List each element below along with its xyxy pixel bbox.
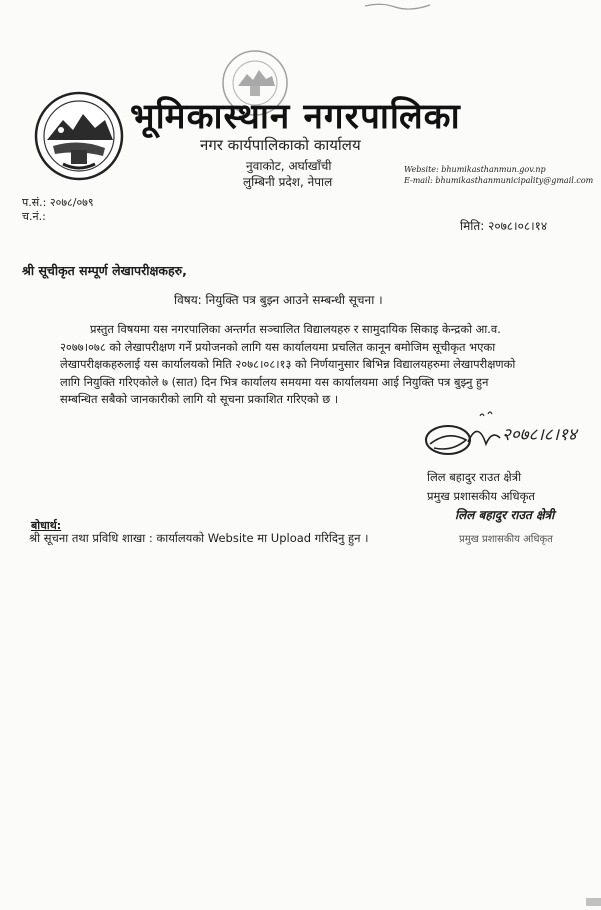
address-line-1: नुवाकोट, अर्घाखाँची — [246, 159, 332, 173]
dispatch-number: च.नं.: — [22, 210, 46, 223]
email-text: E-mail: bhumikasthanmunicipality@gmail.com — [404, 176, 594, 185]
cc-label: बोधार्थ: — [31, 519, 62, 532]
letter-date: मिति: २०७८।०८।१४ — [460, 219, 548, 233]
addressee: श्री सूचीकृत सम्पूर्ण लेखापरीक्षकहरु, — [22, 263, 187, 278]
signatory-designation: प्रमुख प्रशासकीय अधिकृत — [427, 489, 535, 503]
municipality-title: भूमिकास्थान नगरपालिका — [130, 97, 461, 137]
stamp-name: लिल बहादुर राउत क्षेत्री — [455, 508, 555, 522]
top-scribble-mark — [360, 0, 450, 12]
reference-number: प.सं.: २०७८/०७९ — [22, 196, 94, 209]
body-line: लेखापरीक्षकहरुलाई यस कार्यालयको मिति २०७८।०८।१३ को निर्णयानुसार बिभिन्न विद्यालयहरुमा लेखापरीक्षणको — [60, 357, 516, 371]
body-line: सम्बन्धित सबैको जानकारीको लागि यो सूचना प्रकाशित गरिएको छ । — [60, 392, 339, 406]
office-subtitle: नगर कार्यपालिकाको कार्यालय — [200, 136, 361, 154]
body-line: प्रस्तुत विषयमा यस नगरपालिका अन्तर्गत सञ्चालित विद्यालयहरु र सामुदायिक सिकाइ केन्द्रको आ.व. — [90, 322, 501, 336]
website-text: Website: bhumikasthanmun.gov.np — [404, 165, 546, 174]
signatory-name: लिल बहादुर राउत क्षेत्री — [427, 470, 522, 484]
subject-line: विषय: नियुक्ति पत्र बुझ्न आउने सम्बन्धी सूचना । — [174, 293, 383, 307]
address-line-2: लुम्बिनी प्रदेश, नेपाल — [243, 175, 333, 189]
scan-edge-mark — [586, 898, 601, 906]
letter-body — [60, 321, 576, 409]
handwritten-signature — [420, 400, 580, 470]
body-line: लागि नियुक्ति गरिएकोले ७ (सात) दिन भित्र कार्यालय समयमा यस कार्यालयमा आई नियुक्ति पत्र बुझ्नु हुन — [60, 374, 489, 389]
stamp-designation: प्रमुख प्रशासकीय अधिकृत — [459, 534, 553, 545]
municipality-emblem-icon — [33, 90, 125, 182]
handwritten-date: २०७८।८।१४ — [502, 425, 577, 445]
cc-text: श्री सूचना तथा प्रविधि शाखा : कार्यालयको Website मा Upload गरिदिनु हुन । — [29, 531, 369, 545]
body-line: २०७७।०७८ को लेखापरीक्षण गर्ने प्रयोजनको लागि यस कार्यालयमा प्रचलित कानून बमोजिम सूचीकृत भएका — [60, 339, 496, 354]
